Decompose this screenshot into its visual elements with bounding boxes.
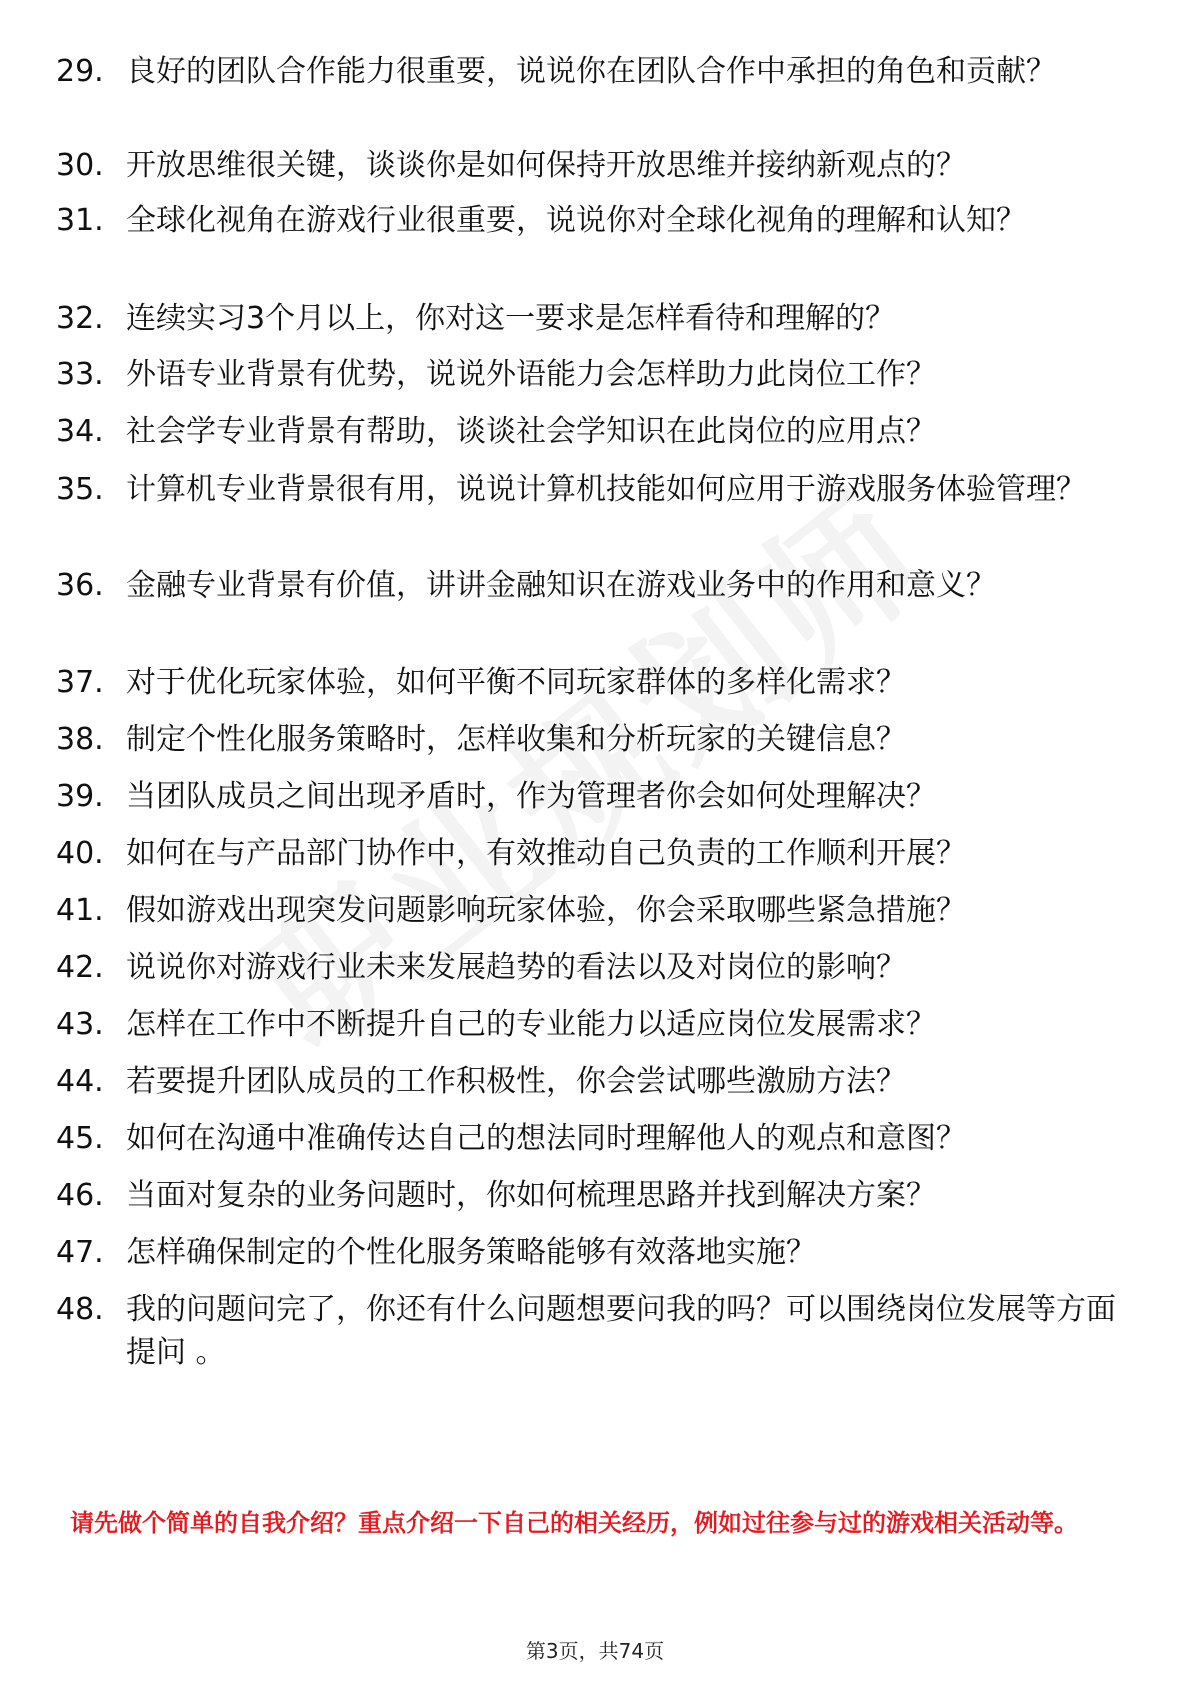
question-text: 外语专业背景有优势，说说外语能力会怎样助力此岗位工作？: [126, 357, 936, 392]
question-text: 金融专业背景有价值，讲讲金融知识在游戏业务中的作用和意义？: [126, 568, 996, 603]
question-text: 开放思维很关键，谈谈你是如何保持开放思维并接纳新观点的？: [126, 148, 966, 183]
question-item: [56, 1003, 1116, 1046]
intro-prompt: 请先做个简单的自我介绍？重点介绍一下自己的相关经历，例如过往参与过的游戏相关活动等。: [70, 1509, 1078, 1537]
question-item: [56, 661, 1116, 704]
question-number: 39.: [56, 779, 104, 814]
question-item: [56, 775, 1116, 818]
question-item: [56, 1231, 1116, 1274]
question-number: 47.: [56, 1235, 104, 1270]
question-text: 说说你对游戏行业未来发展趋势的看法以及对岗位的影响？: [126, 950, 906, 985]
question-item: [56, 297, 1116, 340]
question-text: 连续实习3个月以上，你对这一要求是怎样看待和理解的？: [126, 301, 896, 336]
question-number: 48.: [56, 1292, 104, 1327]
question-number: 40.: [56, 836, 104, 871]
question-item: [56, 564, 1116, 607]
page-number: 第3页，共74页: [525, 1639, 665, 1663]
question-number: 32.: [56, 301, 104, 336]
question-text: 当团队成员之间出现矛盾时，作为管理者你会如何处理解决？: [126, 779, 936, 814]
question-item: [56, 1060, 1116, 1103]
question-item: [56, 468, 1116, 511]
question-number: 35.: [56, 472, 104, 507]
question-number: 29.: [56, 54, 104, 89]
question-number: 34.: [56, 414, 104, 449]
question-number: 37.: [56, 665, 104, 700]
question-text: 全球化视角在游戏行业很重要，说说你对全球化视角的理解和认知？: [126, 203, 1026, 238]
question-number: 36.: [56, 568, 104, 603]
question-number: 33.: [56, 357, 104, 392]
question-text: 社会学专业背景有帮助，谈谈社会学知识在此岗位的应用点？: [126, 414, 936, 449]
question-number: 44.: [56, 1064, 104, 1099]
question-number: 38.: [56, 722, 104, 757]
question-item: [56, 718, 1116, 761]
question-number: 43.: [56, 1007, 104, 1042]
question-text: 如何在沟通中准确传达自己的想法同时理解他人的观点和意图？: [126, 1121, 966, 1156]
question-item: [56, 410, 1116, 453]
question-number: 45.: [56, 1121, 104, 1156]
question-text: 良好的团队合作能力很重要，说说你在团队合作中承担的角色和贡献？: [126, 54, 1056, 89]
question-item: [56, 50, 1116, 93]
question-number: 46.: [56, 1178, 104, 1213]
question-item: [56, 946, 1116, 989]
question-text: 假如游戏出现突发问题影响玩家体验，你会采取哪些紧急措施？: [126, 893, 966, 928]
question-text: 计算机专业背景很有用，说说计算机技能如何应用于游戏服务体验管理？: [126, 472, 1086, 507]
question-text: 对于优化玩家体验，如何平衡不同玩家群体的多样化需求？: [126, 665, 906, 700]
question-text: 若要提升团队成员的工作积极性，你会尝试哪些激励方法？: [126, 1064, 906, 1099]
question-number: 30.: [56, 148, 104, 183]
question-item: [56, 1288, 1116, 1374]
question-number: 31.: [56, 203, 104, 238]
question-item: [56, 832, 1116, 875]
question-text: 我的问题问完了，你还有什么问题想要问我的吗？可以围绕岗位发展等方面提问 。: [126, 1292, 1116, 1370]
question-number: 42.: [56, 950, 104, 985]
question-text: 当面对复杂的业务问题时，你如何梳理思路并找到解决方案？: [126, 1178, 936, 1213]
question-text: 制定个性化服务策略时，怎样收集和分析玩家的关键信息？: [126, 722, 906, 757]
question-number: 41.: [56, 893, 104, 928]
question-item: [56, 1174, 1116, 1217]
question-item: [56, 144, 1116, 187]
question-item: [56, 1117, 1116, 1160]
question-text: 怎样在工作中不断提升自己的专业能力以适应岗位发展需求？: [126, 1007, 936, 1042]
question-text: 怎样确保制定的个性化服务策略能够有效落地实施？: [126, 1235, 816, 1270]
question-text: 如何在与产品部门协作中，有效推动自己负责的工作顺利开展？: [126, 836, 966, 871]
question-item: [56, 199, 1116, 242]
question-item: [56, 889, 1116, 932]
question-item: [56, 353, 1116, 396]
